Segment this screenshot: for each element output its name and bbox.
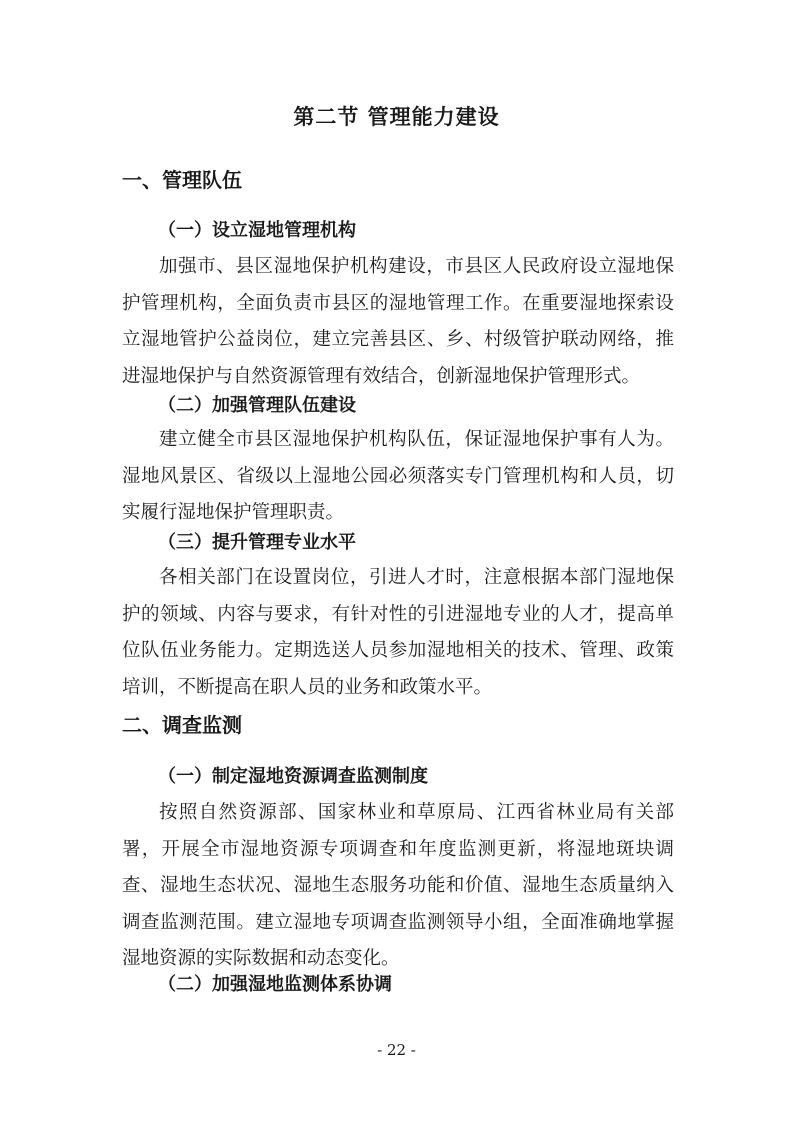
- subsection-heading-establish-agency: （一）设立湿地管理机构: [158, 220, 356, 241]
- section-heading-management-team: 一、管理队伍: [122, 168, 242, 192]
- subsection-heading-survey-system: （一）制定湿地资源调查监测制度: [158, 766, 428, 787]
- paragraph-strengthen-team: 建立健全市县区湿地保护机构队伍，保证湿地保护事有人为。湿地风景区、省级以上湿地公园必须落实专门管理机构和人员，切实履行湿地保护管理职责。: [122, 429, 674, 523]
- section-heading-survey-monitoring: 二、调查监测: [122, 713, 242, 737]
- subsection-heading-monitoring-coordination: （二）加强湿地监测体系协调: [158, 974, 392, 995]
- page-title: 第二节 管理能力建设: [293, 105, 500, 129]
- paragraph-survey-system: 按照自然资源部、国家林业和草原局、江西省林业局有关部署，开展全市湿地资源专项调查和年度监测更新，将湿地斑块调查、湿地生态状况、湿地生态服务功能和价值、湿地生态质量纳入调查监测范围。建立湿地专项调查监测领导小组，全面准确地掌握湿地资源的实际数据和动态变化。: [122, 802, 674, 969]
- paragraph-improve-expertise: 各相关部门在设置岗位，引进人才时，注意根据本部门湿地保护的领域、内容与要求，有针对性的引进湿地专业的人才，提高单位队伍业务能力。定期选送人员参加湿地相关的技术、管理、政策培训，不断提高在职人员的业务和政策水平。: [122, 567, 674, 698]
- page-number: - 22 -: [377, 1041, 416, 1059]
- subsection-heading-strengthen-team: （二）加强管理队伍建设: [158, 395, 356, 416]
- subsection-heading-improve-expertise: （三）提升管理专业水平: [158, 532, 356, 553]
- paragraph-establish-agency: 加强市、县区湿地保护机构建设，市县区人民政府设立湿地保护管理机构，全面负责市县区的湿地管理工作。在重要湿地探索设立湿地管护公益岗位，建立完善县区、乡、村级管护联动网络，推进湿地保护与自然资源管理有效结合，创新湿地保护管理形式。: [122, 256, 674, 387]
